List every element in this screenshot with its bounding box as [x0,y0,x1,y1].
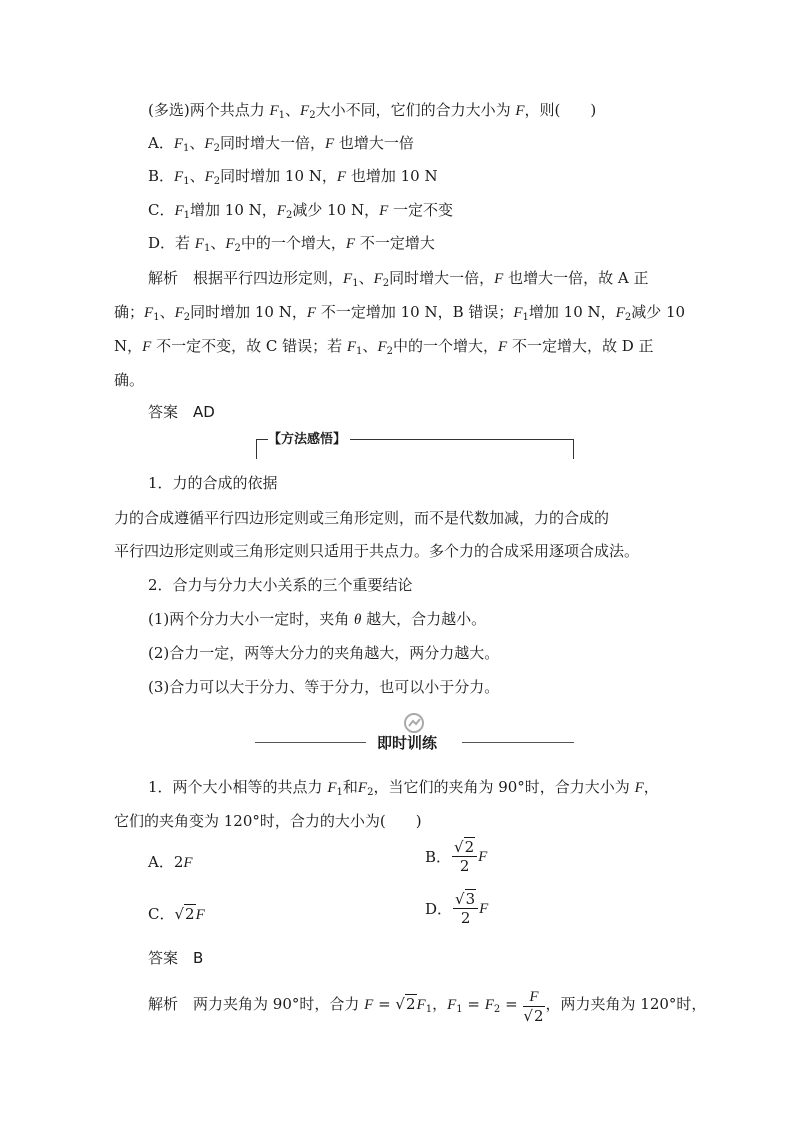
training-option-a: A．2F [148,853,193,871]
answer-value: B [193,949,204,967]
method-heading-1: 1．力的合成的依据 [148,474,278,492]
analysis-label: 解析 [148,995,179,1013]
method-heading-2: 2．合力与分力大小关系的三个重要结论 [148,576,413,594]
q1-analysis-line-1: 解析 根据平行四边形定则，$F_1$、$F_2$同时增大一倍，F 也增大一倍，故 A 正 [148,269,649,289]
q1-option-a: A．$F_1$、$F_2$同时增大一倍，F 也增大一倍 [148,134,414,154]
training-title: 即时训练 [377,734,438,752]
training-option-c: C．√2F [148,905,205,923]
training-answer [148,948,203,968]
divider-left-line [255,742,366,743]
method-box-left-border [256,439,257,459]
method-box-right-border [573,439,574,459]
method-paragraph-line-1: 力的合成遵循平行四边形定则或三角形定则，而不是代数加减，力的合成的 [114,509,610,527]
q1-analysis-line-2: 确；$F_1$、$F_2$同时增加 10 N，F 不一定增加 10 N，B 错误；$F_1$增加 10 N，$F_2$减少 10 [114,303,686,323]
conclusion-2: (2)合力一定，两等大分力的夹角越大，两分力越大。 [148,644,500,662]
answer-label: 答案 [148,949,179,967]
conclusion-1: (1)两个分力大小一定时，夹角 θ 越大，合力越小。 [148,610,487,628]
answer-label: 答案 [148,403,179,421]
q1-option-c: C．$F_1$增加 10 N，$F_2$减少 10 N，F 一定不变 [148,201,454,221]
analysis-label: 解析 [148,269,179,287]
training-icon [403,712,425,734]
q1-analysis-line-4: 确。 [114,371,145,389]
method-paragraph-line-2: 平行四边形定则或三角形定则只适用于共点力。多个力的合成采用逐项合成法。 [114,542,640,560]
training-option-b: B． $\frac{√2}{2}$ F [425,838,488,875]
answer-value: AD [193,403,215,421]
method-box-title: 【方法感悟】 [268,430,350,450]
training-question-line-1: 1．两个大小相等的共点力 $F_1$和$F_2$，当它们的夹角为 90°时，合力大小为 F， [148,778,659,798]
divider-right-line [462,742,574,743]
conclusion-3: (3)合力可以大于分力、等于分力，也可以小于分力。 [148,678,500,696]
q1-stem: (多选)两个共点力 $F_1$、$F_2$大小不同，它们的合力大小为 F，则( ) [148,101,597,121]
training-question-line-2: 它们的夹角变为 120°时，合力的大小为( ) [114,812,422,830]
q1-option-b: B．$F_1$、$F_2$同时增加 10 N，F 也增加 10 N [148,167,438,187]
q1-option-d: D．若 $F_1$、$F_2$中的一个增大，F 不一定增大 [148,234,435,254]
training-analysis: 解析 两力夹角为 90°时，合力 $F = √2F_1$，$F_1 = F_2$ = $\frac{F}{√2}$ ，两力夹角为 120°时， [148,989,707,1025]
q1-analysis-line-3: N，F 不一定不变，故 C 错误；若 $F_1$、$F_2$中的一个增大，F 不一定增大，故 D 正 [114,337,654,357]
training-option-d: D． $\frac{√3}{2}$ F [425,890,489,927]
q1-answer [148,402,215,422]
